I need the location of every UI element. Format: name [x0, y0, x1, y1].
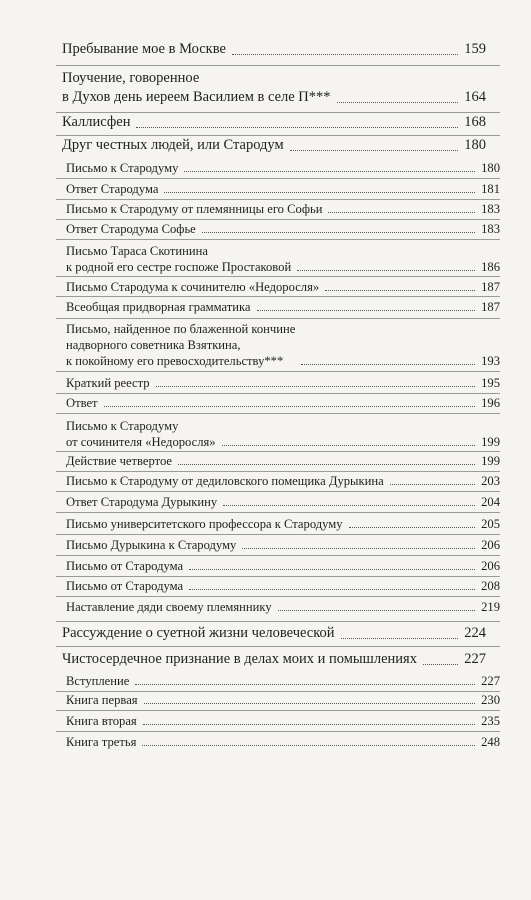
page-number: 187	[481, 280, 500, 294]
divider	[56, 731, 500, 732]
dot-leader	[337, 102, 459, 103]
page-number: 183	[481, 202, 500, 216]
page-number: 183	[481, 222, 500, 236]
toc-subentry	[66, 418, 500, 450]
toc-subentry	[66, 453, 500, 469]
toc-subentry	[66, 537, 500, 553]
page-number: 164	[464, 89, 486, 105]
page-number: 168	[464, 114, 486, 130]
toc-subentry	[66, 201, 500, 217]
toc-subentry	[66, 160, 500, 176]
dot-leader	[144, 703, 476, 704]
dot-leader	[189, 589, 475, 590]
page-number: 227	[464, 651, 486, 667]
toc-subentry	[66, 713, 500, 729]
toc-subentry	[66, 279, 500, 295]
page-number: 195	[481, 376, 500, 390]
entry-title: Книга вторая	[66, 714, 137, 728]
entry-title: Письмо от Стародума	[66, 559, 184, 573]
divider	[56, 393, 500, 394]
toc-subentry	[66, 516, 500, 532]
divider	[56, 534, 500, 535]
divider	[56, 178, 500, 179]
entry-title: Ответ	[66, 396, 98, 410]
dot-leader	[223, 505, 475, 506]
divider	[56, 710, 500, 711]
entry-title: Ответ Стародума Дурыкину	[66, 495, 218, 509]
dot-leader	[164, 192, 475, 193]
dot-leader	[142, 745, 475, 746]
entry-title: Письмо Тараса Скотинина к родной его сестре госпоже Простаковой	[66, 244, 292, 274]
dot-leader	[390, 484, 475, 485]
page-number: 230	[481, 693, 500, 707]
divider	[56, 199, 500, 200]
toc-entry	[62, 650, 486, 669]
divider	[56, 512, 500, 513]
entry-title: Ответ Стародума Софье	[66, 222, 196, 236]
entry-title: Письмо, найденное по блаженной кончине надворного советника Взяткина, к покойному его превосходительству***	[66, 322, 296, 368]
entry-title: Друг честных людей, или Стародум	[62, 137, 284, 153]
toc-subentry	[66, 734, 500, 750]
toc-subentry	[66, 692, 500, 708]
page-number: 187	[481, 300, 500, 314]
dot-leader	[156, 386, 476, 387]
divider	[56, 471, 500, 472]
dot-leader	[325, 290, 475, 291]
entry-title: Письмо Дурыкина к Стародуму	[66, 538, 237, 552]
dot-leader	[349, 527, 476, 528]
toc-subentry	[66, 321, 500, 369]
entry-title: Пребывание мое в Москве	[62, 41, 226, 57]
divider	[56, 318, 500, 319]
page-number: 180	[464, 137, 486, 153]
dot-leader	[290, 150, 459, 151]
entry-title: Рассуждение о суетной жизни человеческой	[62, 625, 335, 641]
divider	[56, 276, 500, 277]
toc-subentry	[66, 181, 500, 197]
toc-subentry	[66, 221, 500, 237]
toc-subentry	[66, 395, 500, 411]
dot-leader	[301, 364, 475, 365]
dot-leader	[135, 684, 475, 685]
entry-title: Ответ Стародума	[66, 182, 159, 196]
entry-title: Книга первая	[66, 693, 138, 707]
page-number: 235	[481, 714, 500, 728]
dot-leader	[189, 569, 475, 570]
toc-subentry	[66, 578, 500, 594]
divider	[56, 413, 500, 414]
dot-leader	[222, 445, 476, 446]
dot-leader	[143, 724, 475, 725]
dot-leader	[232, 54, 458, 55]
toc-subentry	[66, 473, 500, 489]
page-number: 204	[481, 495, 500, 509]
entry-title: Вступление	[66, 674, 130, 688]
toc-subentry	[66, 558, 500, 574]
divider	[56, 296, 500, 297]
entry-title: Письмо к Стародуму	[66, 161, 179, 175]
toc-entry	[62, 113, 486, 132]
dot-leader	[184, 171, 475, 172]
entry-title: Письмо от Стародума	[66, 579, 184, 593]
divider	[56, 576, 500, 577]
page-number: 224	[464, 625, 486, 641]
page-number: 206	[481, 538, 500, 552]
toc-entry	[62, 136, 486, 155]
entry-title: Письмо университетского профессора к Стародуму	[66, 517, 343, 531]
toc-entry	[62, 69, 486, 107]
divider	[56, 646, 500, 647]
toc-subentry	[66, 673, 500, 689]
page-number: 181	[481, 182, 500, 196]
page-number: 186	[481, 260, 500, 274]
divider	[56, 621, 500, 622]
toc-entry	[62, 624, 486, 643]
entry-title: Письмо к Стародуму от племянницы его Софьи	[66, 202, 323, 216]
divider	[56, 65, 500, 66]
entry-title: Чистосердечное признание в делах моих и помышлениях	[62, 651, 417, 667]
entry-title: Краткий реестр	[66, 376, 150, 390]
divider	[56, 371, 500, 372]
divider	[56, 451, 500, 452]
divider	[56, 239, 500, 240]
toc-subentry	[66, 299, 500, 315]
entry-title: Наставление дяди своему племяннику	[66, 600, 272, 614]
page-number: 193	[481, 354, 500, 368]
toc-subentry	[66, 599, 500, 615]
dot-leader	[178, 464, 475, 465]
page-number: 208	[481, 579, 500, 593]
page-number: 248	[481, 735, 500, 749]
dot-leader	[423, 664, 458, 665]
entry-title: Действие четвертое	[66, 454, 172, 468]
divider	[56, 596, 500, 597]
toc-subentry	[66, 375, 500, 391]
dot-leader	[341, 638, 459, 639]
page-number: 199	[481, 454, 500, 468]
dot-leader	[328, 212, 475, 213]
page-number: 199	[481, 435, 500, 449]
page-number: 206	[481, 559, 500, 573]
page-number: 159	[464, 41, 486, 57]
page-number: 205	[481, 517, 500, 531]
page-number: 196	[481, 396, 500, 410]
page-number: 227	[481, 674, 500, 688]
dot-leader	[104, 406, 476, 407]
entry-title: Письмо к Стародуму от сочинителя «Недоросля»	[66, 419, 216, 449]
entry-title: Поучение, говоренное в Духов день иереем Василием в селе П***	[62, 70, 331, 105]
entry-title: Письмо к Стародуму от дедиловского помещика Дурыкина	[66, 474, 384, 488]
page-number: 180	[481, 161, 500, 175]
toc-entry	[62, 40, 486, 59]
toc-subentry	[66, 243, 500, 275]
dot-leader	[202, 232, 475, 233]
divider	[56, 491, 500, 492]
entry-title: Книга третья	[66, 735, 137, 749]
page-number: 203	[481, 474, 500, 488]
dot-leader	[297, 270, 475, 271]
divider	[56, 219, 500, 220]
entry-title: Письмо Стародума к сочинителю «Недоросля»	[66, 280, 320, 294]
entry-title: Всеобщая придворная грамматика	[66, 300, 251, 314]
dot-leader	[257, 310, 476, 311]
dot-leader	[136, 127, 458, 128]
divider	[56, 555, 500, 556]
dot-leader	[242, 548, 475, 549]
toc-subentry	[66, 494, 500, 510]
entry-title: Каллисфен	[62, 114, 131, 130]
dot-leader	[278, 610, 475, 611]
page-number: 219	[481, 600, 500, 614]
